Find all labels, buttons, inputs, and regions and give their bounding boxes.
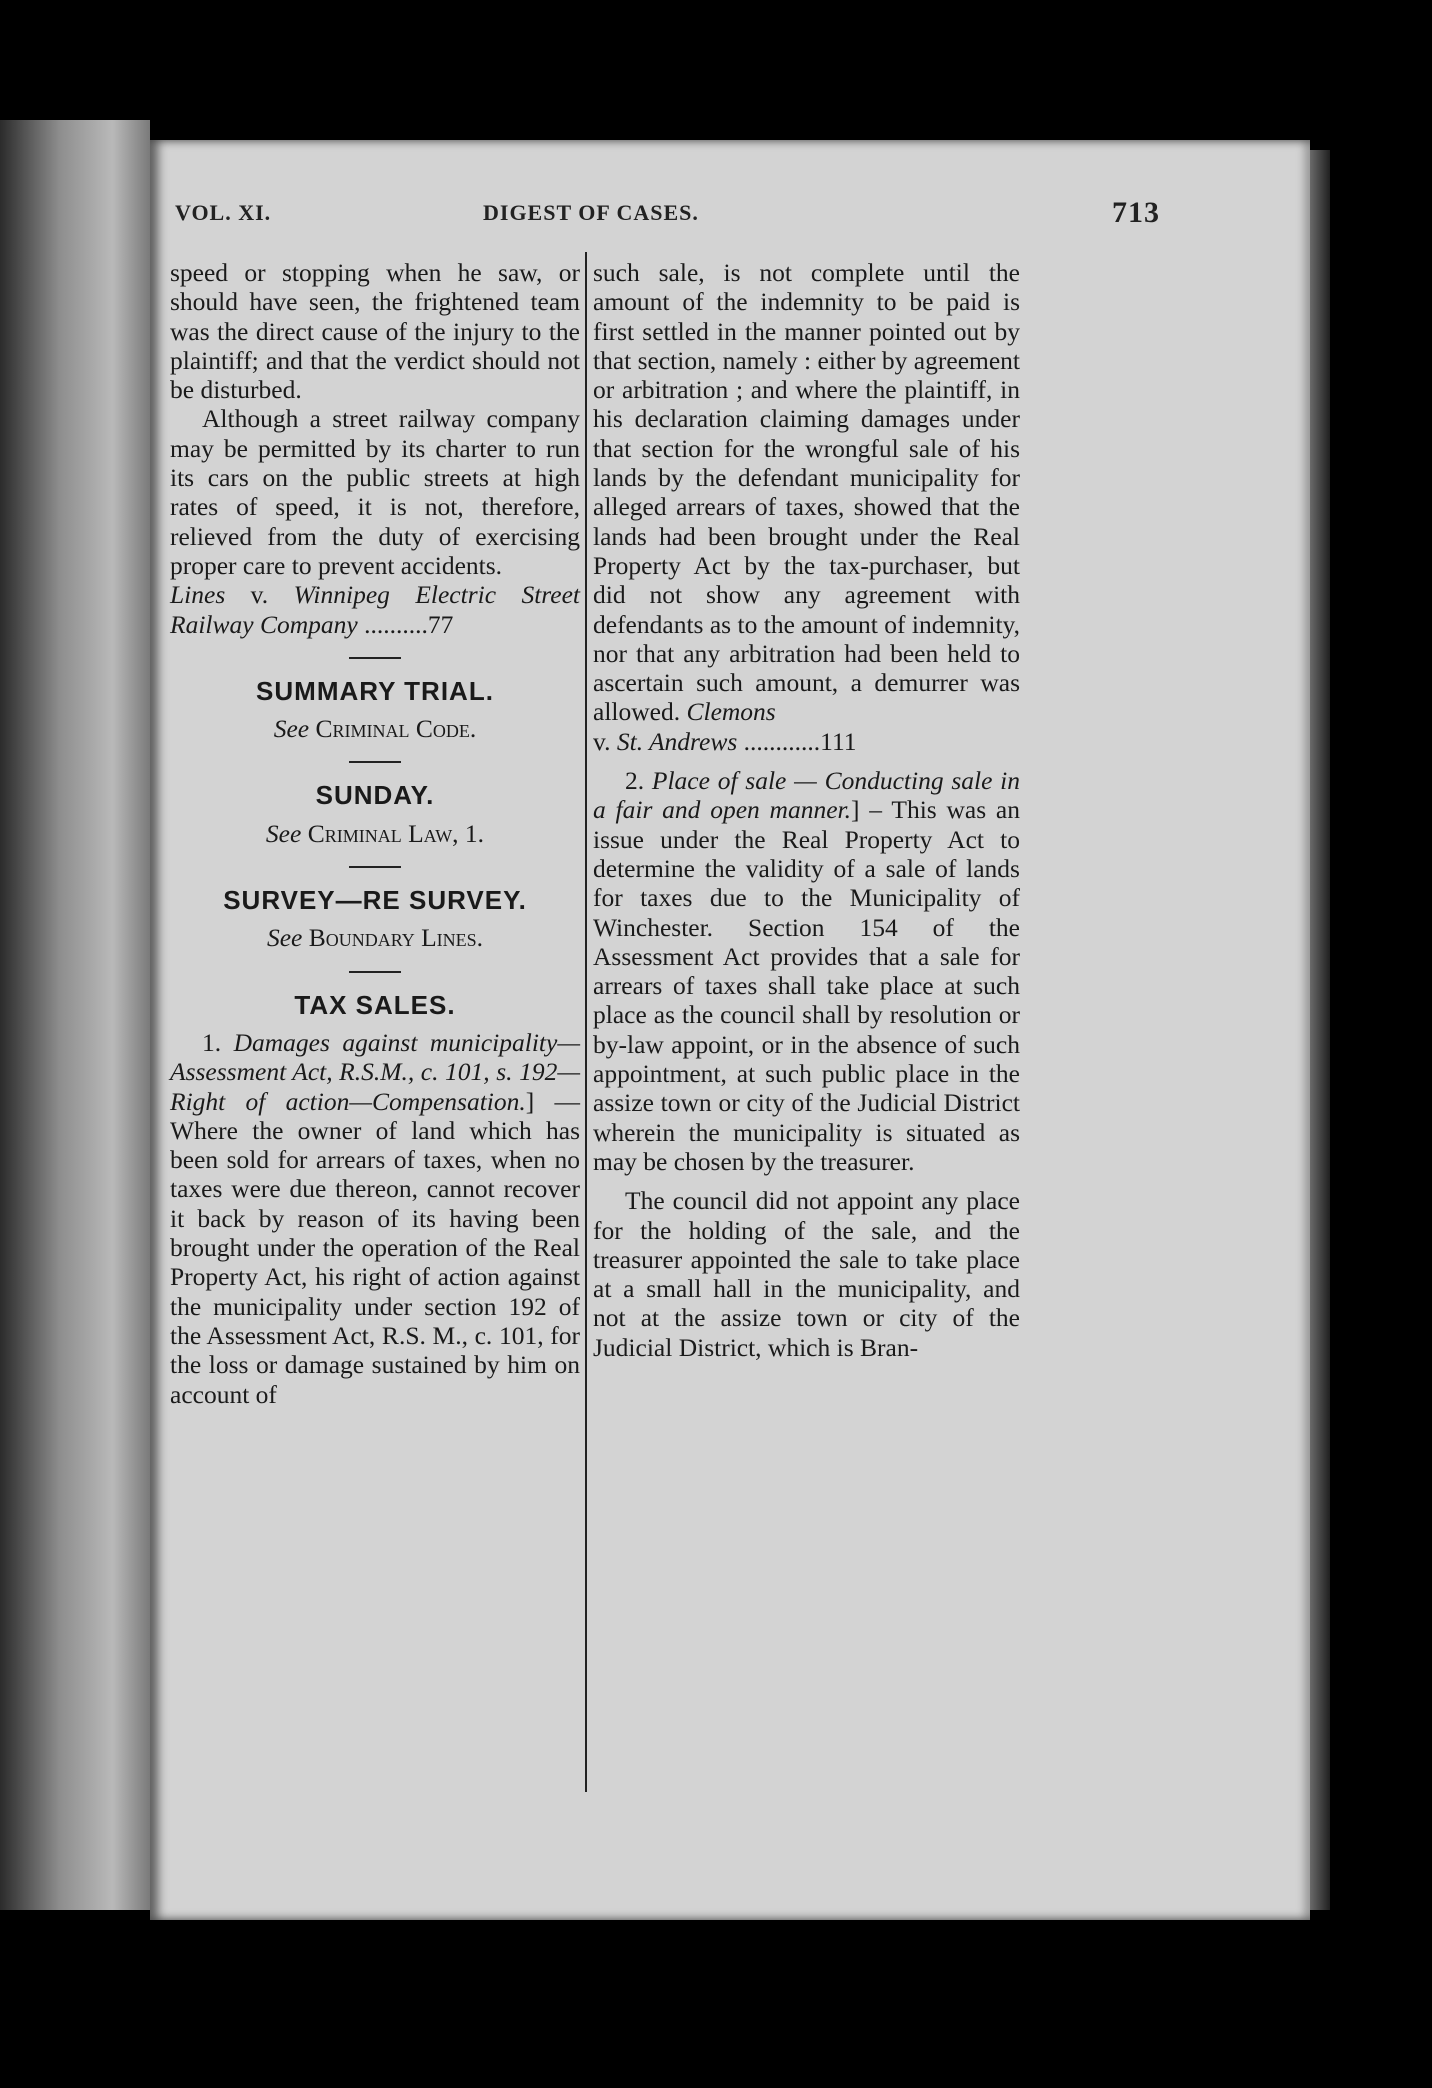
see-target: Criminal Code. xyxy=(315,714,477,744)
section-heading: SUNDAY. xyxy=(315,780,435,811)
section-heading: SURVEY—RE SURVEY. xyxy=(223,885,527,916)
spacer xyxy=(593,756,1020,766)
paragraph: The council did not appoint any place for the holding of the sale, and the treasurer appointed the sale to take place at a small hall in the municipality, and not at the assize town or city of the Judicial District, which is Bran- xyxy=(593,1186,1020,1362)
page-number: 713 xyxy=(1112,196,1160,229)
case-citation xyxy=(593,727,1020,756)
running-header xyxy=(175,196,1160,240)
case-party: St. Andrews xyxy=(616,726,738,756)
entry-topic: Place of sale — Conducting sale in a fair and open manner. xyxy=(593,766,1020,825)
paragraph: Although a street railway company may be permitted by its charter to run its cars on the public streets at high rates of speed, it is not, therefore, relieved from the duty of exercising proper care to prevent accidents. xyxy=(170,404,580,580)
header-title: DIGEST OF CASES. xyxy=(483,200,699,225)
entry-text: ] – This was an issue under the Real Property Act to determine the validity of a sale of lands for taxes due to the Municipality of Winchester. Section 154 of the Assessment Act provides that a sale for arrears of taxes shall take place at such place as the council shall by resolution or by-law appoint, or in the absence of such appointment, at such public place in the assize town or city of the Judicial District wherein the municipality is situated as may be chosen by the treasurer. xyxy=(593,795,1020,1176)
digest-entry xyxy=(170,1028,580,1409)
see-label: See xyxy=(265,818,302,848)
paragraph: speed or stopping when he saw, or should have seen, the frightened team was the direct cause of the injury to the plaintiff; and that the verdict should not be disturbed. xyxy=(170,258,580,405)
entry-text: ] — Where the owner of land which has been sold for arrears of taxes, when no taxes were due thereon, cannot recover it back by reason of its having been brought under the operation of the Real Property Act, his right of action against the municipality under section 192 of the Assessment Act, R.S. M., c. 101, for the loss or damage sustained by him on account of xyxy=(170,1086,580,1409)
versus: v. xyxy=(225,580,294,610)
page-edge-shadow xyxy=(1310,150,1330,1910)
entry-number: 1. xyxy=(202,1027,234,1057)
case-citation xyxy=(170,580,580,639)
see-label: See xyxy=(266,923,303,953)
see-label: See xyxy=(273,714,310,744)
case-party: Winnipeg Electric Street Railway Company xyxy=(170,580,580,639)
section-rule xyxy=(349,971,401,973)
section-heading: SUMMARY TRIAL. xyxy=(256,675,494,706)
entry-number: 2. xyxy=(625,766,652,796)
column-divider xyxy=(585,252,587,1792)
spacer xyxy=(593,1176,1020,1186)
entry-topic: Damages against municipality—Assessment Act, R.S.M., c. 101, s. 192—Right of action—Compensation. xyxy=(170,1027,580,1116)
section-rule xyxy=(349,657,401,659)
cross-reference xyxy=(170,923,580,952)
case-name: Clemons xyxy=(686,697,776,727)
see-target: Boundary Lines. xyxy=(308,923,484,953)
volume-label: VOL. XI. xyxy=(175,200,272,225)
paragraph-text: such sale, is not complete until the amount of the indemnity to be paid is first settled in the manner pointed out by that section, namely : either by agreement or arbitration ; and where the plaintiff, in his declaration claiming damages under that section for the wrongful sale of his lands by the defendant municipality for alleged arrears of taxes, showed that the lands had been brought under the Real Property Act by the tax-purchaser, but did not show any agreement with defendants as to the amount of indemnity, nor that any arbitration had been held to ascertain such amount, a demurrer was allowed. xyxy=(593,258,1020,727)
cross-reference xyxy=(170,819,580,848)
left-column xyxy=(170,258,580,1409)
page-ref: ............111 xyxy=(737,726,857,756)
digest-entry xyxy=(593,766,1020,1176)
section-rule xyxy=(349,866,401,868)
adjacent-page-edge xyxy=(0,120,150,1910)
cross-reference xyxy=(170,714,580,743)
case-name: Lines xyxy=(170,580,226,610)
section-heading: TAX SALES. xyxy=(294,989,456,1020)
see-target: Criminal Law, 1. xyxy=(307,818,485,848)
section-rule xyxy=(349,761,401,763)
right-column xyxy=(593,258,1020,1362)
paragraph xyxy=(593,258,1020,727)
page-ref: ..........77 xyxy=(357,609,454,639)
versus: v. xyxy=(593,726,617,756)
